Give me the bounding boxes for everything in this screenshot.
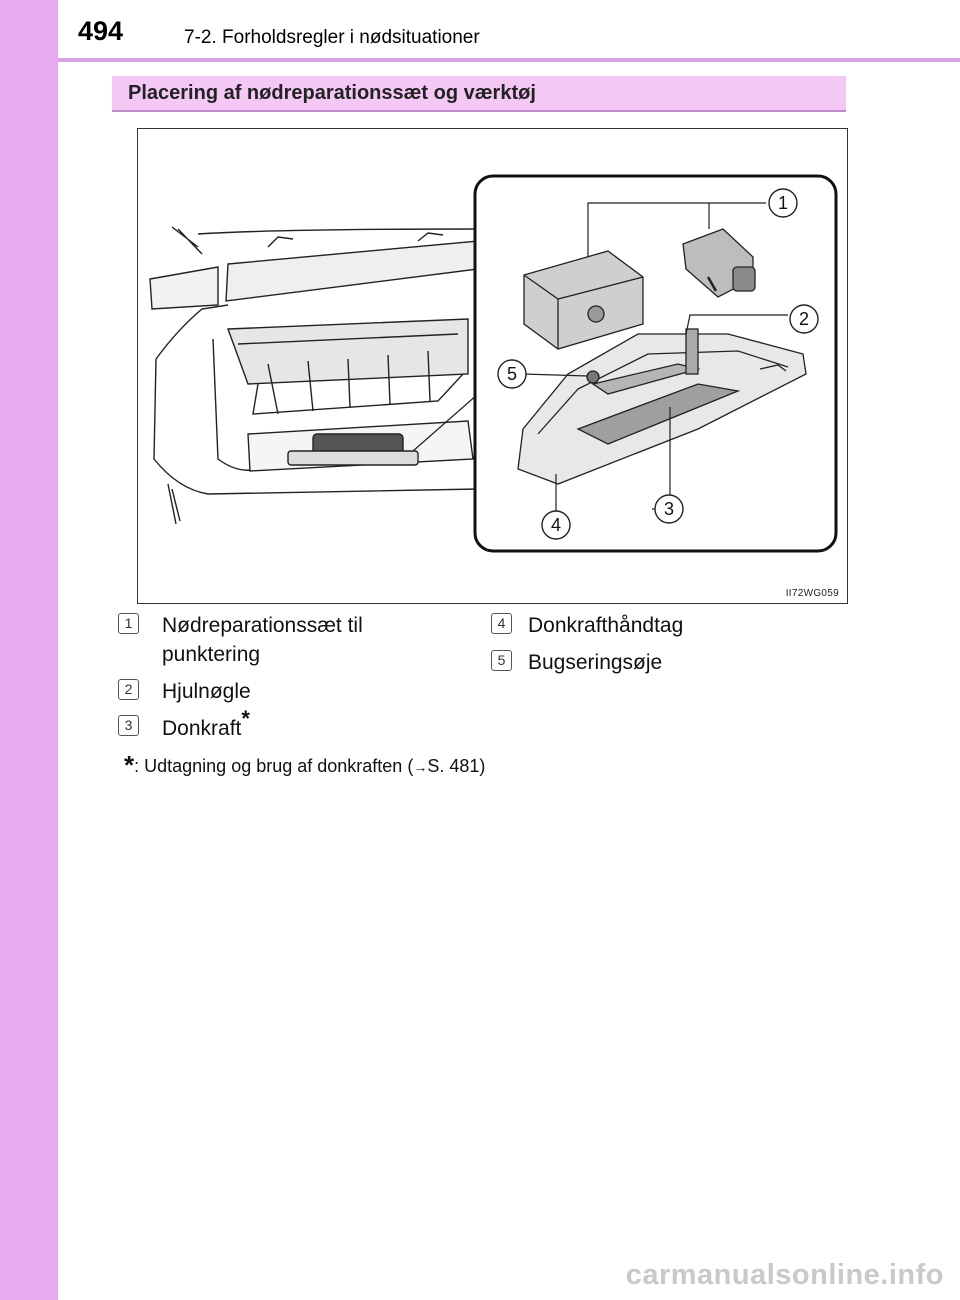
footnote (124, 748, 485, 779)
figure-code: II72WG059 (785, 588, 839, 599)
callout-number-1: 1 (777, 193, 789, 213)
legend-number-badge: 4 (491, 613, 512, 634)
illustration-figure (137, 128, 848, 604)
footnote-text: : Udtagning og brug af donkraften ( (134, 756, 414, 776)
trunk-illustration (138, 129, 847, 603)
legend-label: Hjulnøgle (162, 680, 251, 703)
section-title: Placering af nødreparationssæt og værktøj (128, 82, 536, 104)
footnote-asterisk: * (124, 750, 135, 780)
chapter-title: 7-2. Forholdsregler i nødsituationer (184, 27, 480, 48)
legend-number-badge: 1 (118, 613, 139, 634)
legend-label-line-1: Nødreparationssæt til (162, 614, 363, 637)
legend-label: Donkrafthåndtag (528, 614, 684, 637)
page-reference-link[interactable]: S. 481) (427, 756, 486, 776)
asterisk-mark: * (241, 706, 250, 731)
header-divider (58, 58, 960, 62)
legend-number-badge: 3 (118, 715, 139, 736)
side-tab-strip (0, 0, 58, 1300)
callout-number-3: 3 (663, 499, 675, 519)
watermark: carmanualsonline.info (625, 1259, 944, 1291)
car-trunk-drawing (150, 227, 478, 524)
page-number: 494 (78, 16, 124, 46)
legend-label: Bugseringsøje (528, 651, 663, 674)
legend-label-text: Donkraft (162, 717, 242, 740)
arrow-icon: → (413, 759, 428, 775)
legend-number-badge: 5 (491, 650, 512, 671)
legend-label (162, 706, 250, 743)
section-heading-band (112, 76, 846, 112)
callout-number-5: 5 (506, 364, 518, 384)
legend-label (162, 611, 363, 669)
legend-label-line-2: punktering (162, 643, 261, 666)
legend-number-badge: 2 (118, 679, 139, 700)
callout-number-2: 2 (798, 309, 810, 329)
callout-number-4: 4 (550, 515, 562, 535)
